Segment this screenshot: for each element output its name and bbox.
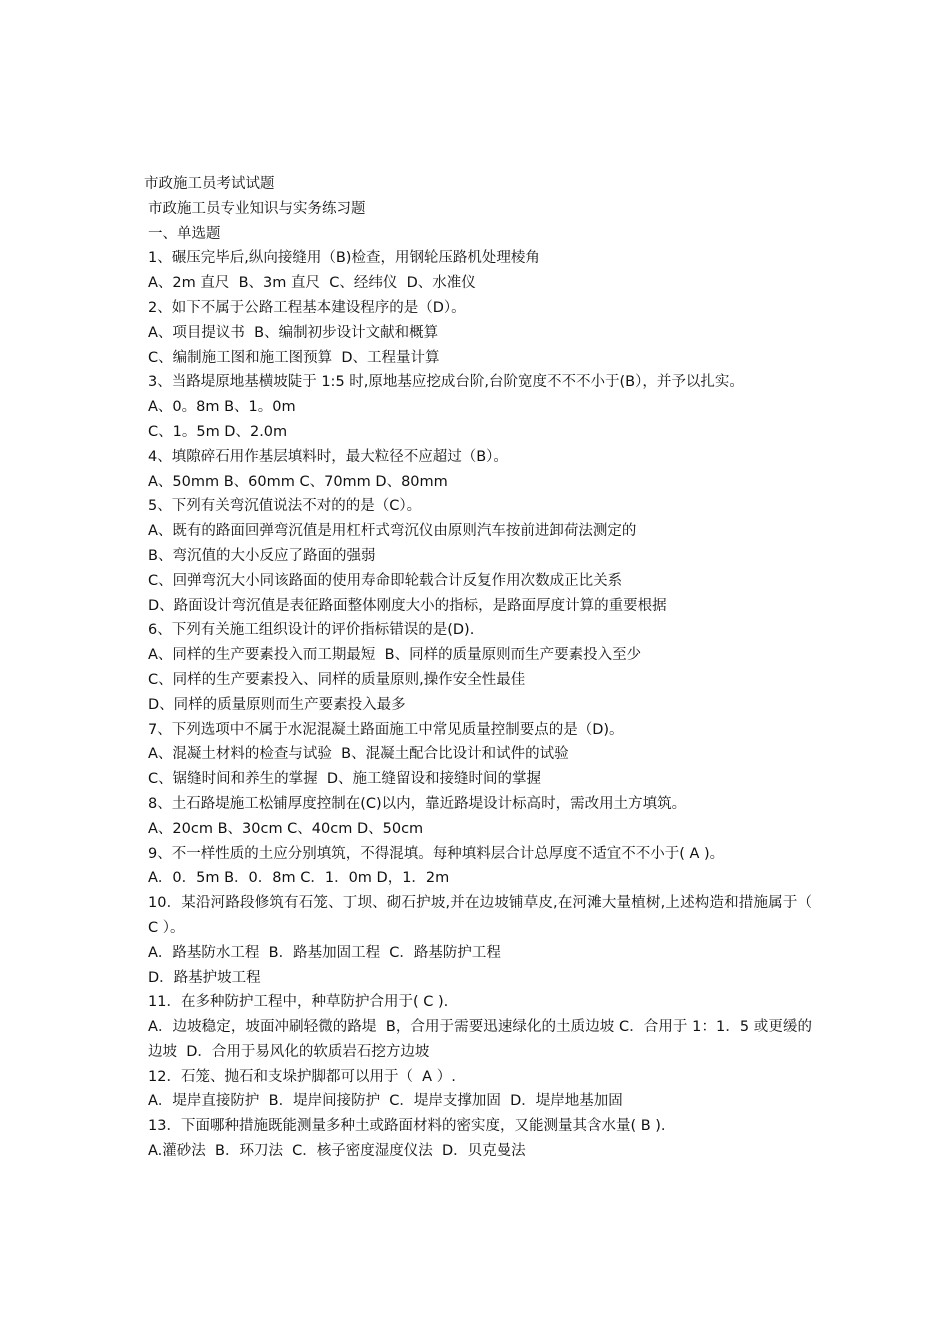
question-line: A.灌砂法 B．环刀法 C．核子密度湿度仪法 D．贝克曼法 [148,1143,526,1160]
question-line: D、路面设计弯沉值是表征路面整体刚度大小的指标，是路面厚度计算的重要根据 [148,597,667,614]
question-line: A、混凝土材料的检查与试验 B、混凝土配合比设计和试件的试验 [148,746,569,763]
document-page [144,172,822,1164]
question-line: A、20cm B、30cm C、40cm D、50cm [148,820,424,837]
question-line: A、同样的生产要素投入而工期最短 B、同样的质量原则而生产要素投入至少 [148,647,642,664]
question-line: A．路基防水工程 B．路基加固工程 C．路基防护工程 [148,944,501,961]
question-line: A．0．5m B．0．8m C．1．0m D，1．2m [148,870,450,887]
question-line: 13．下面哪种措施既能测量多种土或路面材料的密实度，又能测量其含水量( B ). [148,1118,666,1135]
question-list [144,246,822,1163]
question-line: 3、当路堤原地基横坡陡于 1:5 时,原地基应挖成台阶,台阶宽度不不不小于(B），并予以扎实。 [148,374,744,391]
document-title: 市政施工员考试试题 [144,176,275,192]
question-line: 4、填隙碎石用作基层填料时，最大粒径不应超过（B）。 [148,448,508,465]
question-line: C、1。5m D、2.0m [148,423,288,440]
question-line: D．路基护坡工程 [148,969,261,986]
question-line: C、回弹弯沉大小同该路面的使用寿命即轮载合计反复作用次数成正比关系 [148,572,623,589]
question-line: 12．石笼、抛石和支垛护脚都可以用于（ A ）. [148,1068,456,1085]
question-line: A、2m 直尺 B、3m 直尺 C、经纬仪 D、水准仪 [148,275,476,292]
question-line: C、同样的生产要素投入、同样的质量原则,操作安全性最佳 [148,671,526,688]
document-subtitle: 市政施工员专业知识与实务练习题 [148,200,366,217]
question-line: 5、下列有关弯沉值说法不对的的是（C）。 [148,498,422,515]
question-line: 10．某沿河路段修筑有石笼、丁坝、砌石护坡,并在边坡铺草皮,在河滩大量植树,上述构造和措施属于（ C ）。 [148,895,822,936]
question-line: C、编制施工图和施工图预算 D、工程量计算 [148,349,440,366]
question-line: A、50mm B、60mm C、70mm D、80mm [148,473,448,490]
question-line: A、既有的路面回弹弯沉值是用杠杆式弯沉仪由原则汽车按前进卸荷法测定的 [148,523,637,540]
question-line: A．边坡稳定，坡面冲刷轻微的路堤 B，合用于需要迅速绿化的土质边坡 C．合用于 1：1．5 或更缓的边坡 D．合用于易风化的软质岩石挖方边坡 [148,1019,812,1060]
question-line: A、项目提议书 B、编制初步设计文献和概算 [148,324,439,341]
section-heading: 一、单选题 [148,225,221,242]
question-line: 2、如下不属于公路工程基本建设程序的是（D）。 [148,299,466,316]
question-line: 6、下列有关施工组织设计的评价指标错误的是(D). [148,622,475,639]
question-line: C、锯缝时间和养生的掌握 D、施工缝留设和接缝时间的掌握 [148,771,542,788]
question-line: 8、土石路堤施工松铺厚度控制在(C)以内，靠近路堤设计标高时，需改用土方填筑。 [148,795,687,812]
question-line: A．堤岸直接防护 B．堤岸间接防护 C．堤岸支撑加固 D．堤岸地基加固 [148,1093,623,1110]
question-line: 11．在多种防护工程中，种草防护合用于( C ). [148,994,449,1011]
question-line: 9、不一样性质的土应分别填筑，不得混填。每种填料层合计总厚度不适宜不不小于( A )。 [148,845,725,862]
question-line: D、同样的质量原则而生产要素投入最多 [148,696,406,713]
question-line: 1、碾压完毕后,纵向接缝用（B)检查，用钢轮压路机处理棱角 [148,250,540,267]
question-line: A、0。8m B、1。0m [148,399,296,416]
question-line: B、弯沉值的大小反应了路面的强弱 [148,547,376,564]
question-line: 7、下列选项中不属于水泥混凝土路面施工中常见质量控制要点的是（D)。 [148,721,624,738]
